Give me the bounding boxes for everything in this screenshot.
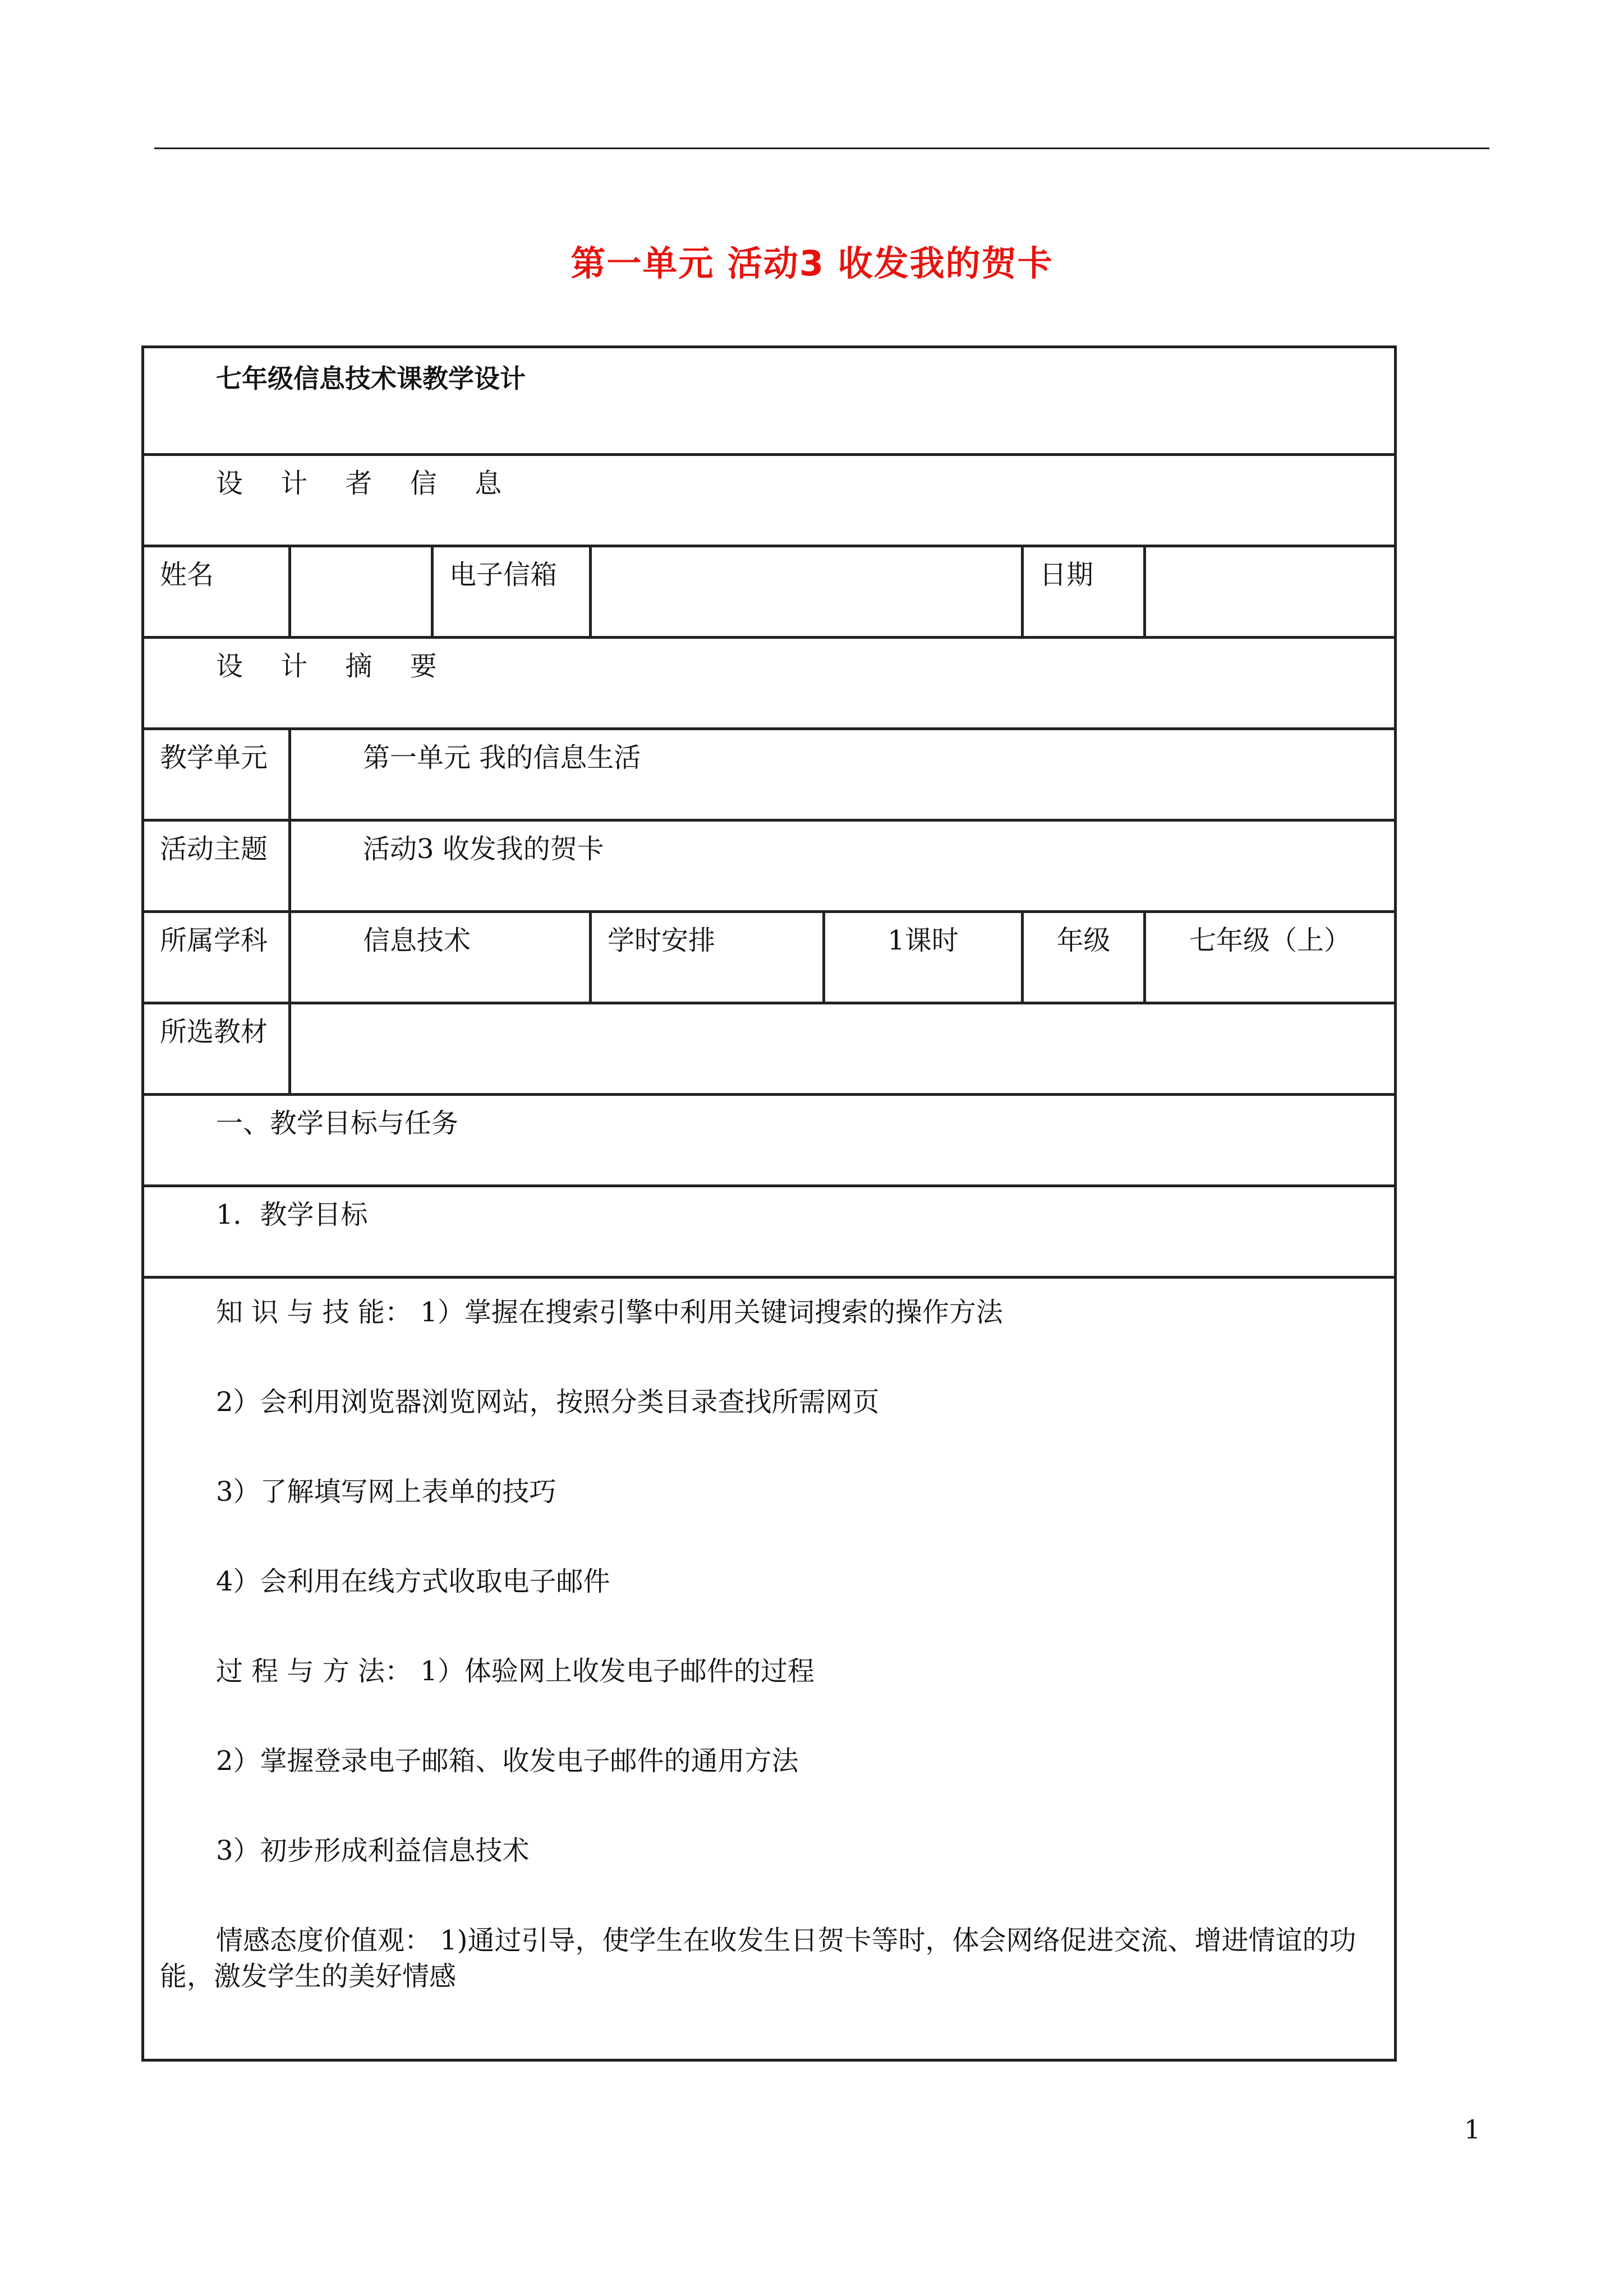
date-value-cell xyxy=(1145,546,1396,638)
textbook-value xyxy=(291,1004,1394,1013)
table-row xyxy=(143,1095,1396,1186)
designer-section-label: 设 计 者 信 息 xyxy=(216,468,517,499)
name-label-cell xyxy=(143,546,290,638)
table-row xyxy=(143,1003,1396,1095)
subject-value-cell xyxy=(290,912,591,1003)
goal-item: 情感态度价值观： 1)通过引导，使学生在收发生日贺卡等时，体会网络促进交流、增进情谊的功能，激发学生的美好情感 xyxy=(160,1925,1356,1992)
goal-item: 2）会利用浏览器浏览网站，按照分类目录查找所需网页 xyxy=(216,1386,880,1418)
name-value xyxy=(291,547,431,556)
grade-label-cell xyxy=(1023,912,1145,1003)
unit-value: 第一单元 我的信息生活 xyxy=(363,742,641,773)
objectives-section-label: 一、教学目标与任务 xyxy=(216,1108,459,1139)
table-row xyxy=(143,455,1396,546)
goal-item: 3）初步形成利益信息技术 xyxy=(216,1835,530,1866)
goal-item: 过 程 与 方 法： 1）体验网上收发电子邮件的过程 xyxy=(216,1656,815,1687)
grade-value-cell xyxy=(1145,912,1396,1003)
hours-value: 1课时 xyxy=(887,925,959,956)
subject-label: 所属学科 xyxy=(160,925,268,956)
topic-label-cell xyxy=(143,820,290,912)
date-value xyxy=(1146,547,1394,556)
table-row xyxy=(143,546,1396,638)
objectives-section-cell xyxy=(143,1095,1396,1186)
topic-value-cell xyxy=(290,820,1396,912)
textbook-label: 所选教材 xyxy=(160,1016,268,1048)
objectives-sub-cell xyxy=(143,1186,1396,1278)
header-rule xyxy=(154,147,1489,149)
goals-list xyxy=(144,1279,1394,1994)
goal-item: 2）掌握登录电子邮箱、收发电子邮件的通用方法 xyxy=(216,1745,799,1777)
topic-value: 活动3 收发我的贺卡 xyxy=(363,833,604,865)
unit-label-cell xyxy=(143,729,290,820)
form-header-cell xyxy=(143,347,1396,455)
grade-label: 年级 xyxy=(1056,925,1111,956)
date-label-cell xyxy=(1023,546,1145,638)
goal-item: 知 识 与 技 能： 1）掌握在搜索引擎中利用关键词搜索的操作方法 xyxy=(216,1297,1003,1328)
unit-value-cell xyxy=(290,729,1396,820)
table-row xyxy=(143,1186,1396,1278)
email-label-cell xyxy=(433,546,591,638)
date-label: 日期 xyxy=(1039,559,1094,591)
grade-value: 七年级（上） xyxy=(1189,925,1351,956)
summary-section-cell xyxy=(143,638,1396,729)
textbook-label-cell xyxy=(143,1003,290,1095)
form-header: 七年级信息技术课教学设计 xyxy=(216,363,526,394)
page-number: 1 xyxy=(1464,2114,1481,2145)
goals-cell xyxy=(143,1278,1396,2060)
table-row xyxy=(143,912,1396,1003)
hours-value-cell xyxy=(824,912,1023,1003)
topic-label: 活动主题 xyxy=(160,833,268,865)
designer-section-cell xyxy=(143,455,1396,546)
email-value xyxy=(592,547,1021,556)
goal-item: 3）了解填写网上表单的技巧 xyxy=(216,1476,556,1507)
goal-item: 4）会利用在线方式收取电子邮件 xyxy=(216,1566,610,1597)
table-row xyxy=(143,820,1396,912)
document-title: 第一单元 活动3 收发我的贺卡 xyxy=(571,243,1053,284)
summary-section-label: 设 计 摘 要 xyxy=(216,651,452,682)
lesson-plan-table xyxy=(141,345,1397,2062)
table-row xyxy=(143,1278,1396,2060)
name-value-cell xyxy=(290,546,433,638)
objectives-sub-label: 1．教学目标 xyxy=(216,1199,368,1230)
email-value-cell xyxy=(591,546,1023,638)
table-row xyxy=(143,729,1396,820)
email-label: 电子信箱 xyxy=(449,559,558,591)
unit-label: 教学单元 xyxy=(160,742,268,773)
table-row xyxy=(143,638,1396,729)
hours-label: 学时安排 xyxy=(608,925,716,956)
textbook-value-cell xyxy=(290,1003,1396,1095)
table-row xyxy=(143,347,1396,455)
hours-label-cell xyxy=(591,912,824,1003)
subject-label-cell xyxy=(143,912,290,1003)
subject-value: 信息技术 xyxy=(363,925,471,956)
name-label: 姓名 xyxy=(160,559,214,591)
